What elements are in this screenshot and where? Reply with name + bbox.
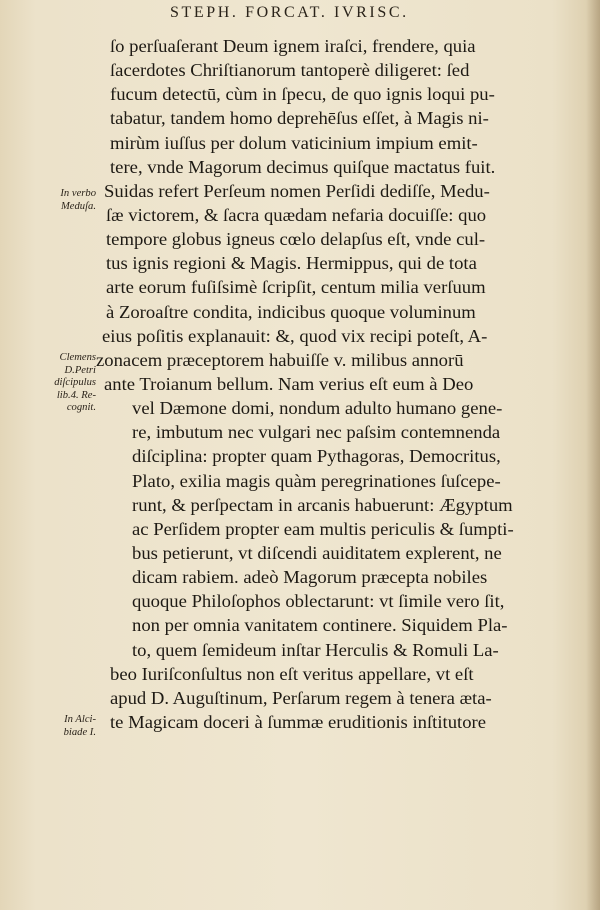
body-text xyxy=(96,34,572,734)
margin-note-line: In Alci- xyxy=(64,714,96,725)
text-line: Suidas refert Perſeum nomen Perſidi dediſſe, Medu- xyxy=(104,180,490,201)
margin-note-in-alcibiade xyxy=(64,714,96,739)
text-line: à Zoroaſtre condita, indicibus quoque voluminum xyxy=(106,301,476,322)
margin-note-line: D.Petri xyxy=(64,364,96,376)
text-line: beo Iuriſconſultus non eſt veritus appellare, vt eſt xyxy=(110,663,474,684)
page-edge-shadow xyxy=(586,0,600,910)
text-line: ſo perſuaſerant Deum ignem iraſci, frendere, quia xyxy=(110,36,476,56)
text-line: te Magicam doceri à ſummæ eruditionis inſtitutore xyxy=(110,711,487,732)
text-line: ac Perſidem propter eam multis periculis & ſumpti- xyxy=(132,518,514,539)
text-line: tus ignis regioni & Magis. Hermippus, qui de tota xyxy=(106,253,477,274)
text-line: dicam rabiem. adeò Magorum præcepta nobiles xyxy=(132,567,488,588)
text-line: mirùm iuſſus per dolum vaticinium impium emit- xyxy=(110,132,478,153)
text-line: diſciplina: propter quam Pythagoras, Democritus, xyxy=(132,446,501,467)
margin-note-line: In verbo xyxy=(60,188,96,199)
text-line: fucum detectū, cùm in ſpecu, de quo ignis loqui pu- xyxy=(110,84,495,105)
text-line: ante Troianum bellum. Nam verius eſt eum à Deo xyxy=(104,373,474,394)
text-line: zonacem præceptorem habuiſſe v. milibus annorū xyxy=(96,349,464,370)
margin-note-line: diſcipulus xyxy=(54,377,96,388)
text-line: non per omnia vanitatem continere. Siquidem Pla- xyxy=(132,615,508,636)
text-line: arte eorum fuſiſsimè ſcripſit, centum milia verſuum xyxy=(106,277,486,298)
text-line: re, imbutum nec vulgari nec paſsim contemnenda xyxy=(132,422,501,443)
text-line: to, quem ſemideum inſtar Herculis & Romuli La- xyxy=(132,639,499,660)
text-line: eius poſitis explanauit: &, quod vix recipi poteſt, A- xyxy=(102,325,488,346)
text-line: bus petierunt, vt diſcendi auiditatem explerent, ne xyxy=(132,542,502,563)
text-line: runt, & perſpectam in arcanis habuerunt: Ægyptum xyxy=(132,494,513,515)
margin-note-clemens xyxy=(54,352,96,415)
margin-note-line: Meduſa. xyxy=(60,200,96,212)
margin-note-in-verbo-medusa xyxy=(60,188,96,213)
text-line: ſæ victorem, & ſacra quædam nefaria docuiſſe: quo xyxy=(106,204,487,225)
text-line: apud D. Auguſtinum, Perſarum regem à tenera æta- xyxy=(110,687,492,708)
margin-notes xyxy=(0,0,96,910)
margin-note-line: lib.4. Re- xyxy=(56,389,96,401)
text-line: vel Dæmone domi, nondum adulto humano gene- xyxy=(132,398,503,419)
margin-note-line: Clemens xyxy=(59,352,96,363)
text-line: tempore globus igneus cœlo delapſus eſt, vnde cul- xyxy=(106,229,486,250)
margin-note-line: cognit. xyxy=(66,402,96,413)
margin-note-line: biade I. xyxy=(63,726,96,738)
text-line: quoque Philoſophos oblectarunt: vt ſimile vero ſit, xyxy=(132,591,505,612)
text-line: Plato, exilia magis quàm peregrinationes ſuſcepe- xyxy=(132,470,501,491)
running-header: STEPH. FORCAT. IVRISC. xyxy=(170,4,409,21)
text-line: ſacerdotes Chriſtianorum tantoperè diligeret: ſed xyxy=(110,60,470,81)
text-line: tere, vnde Magorum decimus quiſque mactatus fuit. xyxy=(110,156,496,177)
text-line: tabatur, tandem homo deprehēſus eſſet, à Magis ni- xyxy=(110,108,489,129)
